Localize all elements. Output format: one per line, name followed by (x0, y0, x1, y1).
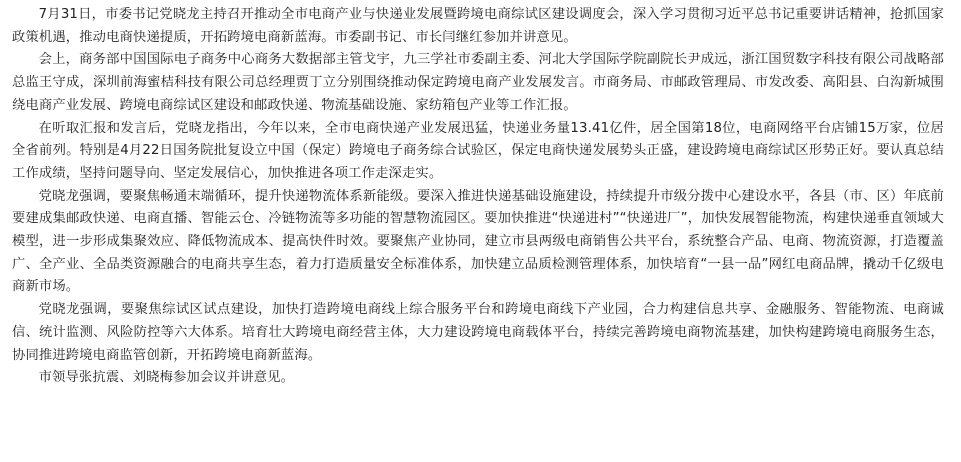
paragraph-speakers: 会上，商务部中国国际电子商务中心商务大数据部主管戈宇，九三学社市委副主委、河北大学国际学院副院长尹成远，浙江国贸数字科技有限公司战略部总监王守成，深圳前海蜜桔科技有限公司总经理贾丁立分别围绕推动保定跨境电商产业发展发言。市商务局、市邮政管理局、市发改委、高阳县、白沟新城围绕电商产业发展、跨境电商综试区建设和邮政快递、物流基础设施、家纺箱包产业等工作汇报。 (12, 52, 944, 113)
paragraph-meeting-intro: 7月31日，市委书记党晓龙主持召开推动全市电商产业与快递业发展暨跨境电商综试区建设调度会，深入学习贯彻习近平总书记重要讲话精神，抢抓国家政策机遇，推动电商快递提质，开拓跨境电商新蓝海。市委副书记、市长闫继红参加并讲意见。 (12, 7, 944, 45)
article-body (12, 4, 944, 390)
paragraph-achievements: 在听取汇报和发言后，党晓龙指出，今年以来，全市电商快递产业发展迅猛，快递业务量13.41亿件，居全国第18位，电商网络平台店铺15万家，位居全省前列。特别是4月22日国务院批复设立中国（保定）跨境电子商务综合试验区，保定电商快递发展势头正盛，建设跨境电商综试区形势正好。要认真总结工作成绩，坚持问题导向、坚定发展信心，加快推进各项工作走深走实。 (12, 120, 944, 181)
paragraph-attendees: 市领导张抗震、刘晓梅参加会议并讲意见。 (38, 370, 295, 386)
paragraph-logistics-emphasis: 党晓龙强调，要聚焦畅通末端循环，提升快递物流体系新能级。要深入推进快递基础设施建设，持续提升市级分拨中心建设水平，各县（市、区）年底前要建成集邮政快递、电商直播、智能云仓、冷链物流等多功能的智慧物流园区。要加快推进“快递进村”“快递进厂”，加快发展智能物流，构建快递垂直领域大模型，进一步形成集聚效应、降低物流成本、提高快件时效。要聚焦产业协同，建立市县两级电商销售公共平台，系统整合产品、电商、物流资源，打造覆盖广、全产业、全品类资源融合的电商共享生态，着力打造质量安全标准体系，加快建立品质检测管理体系，加快培育“一县一品”网红电商品牌，撬动千亿级电商新市场。 (12, 188, 944, 295)
paragraph-pilot-zone-emphasis: 党晓龙强调，要聚焦综试区试点建设，加快打造跨境电商线上综合服务平台和跨境电商线下产业园，合力构建信息共享、金融服务、智能物流、电商诚信、统计监测、风险防控等六大体系。培育壮大跨境电商经营主体，大力建设跨境电商载体平台，持续完善跨境电商物流基建，加快构建跨境电商服务生态，协同推进跨境电商监管创新，开拓跨境电商新蓝海。 (12, 302, 944, 363)
